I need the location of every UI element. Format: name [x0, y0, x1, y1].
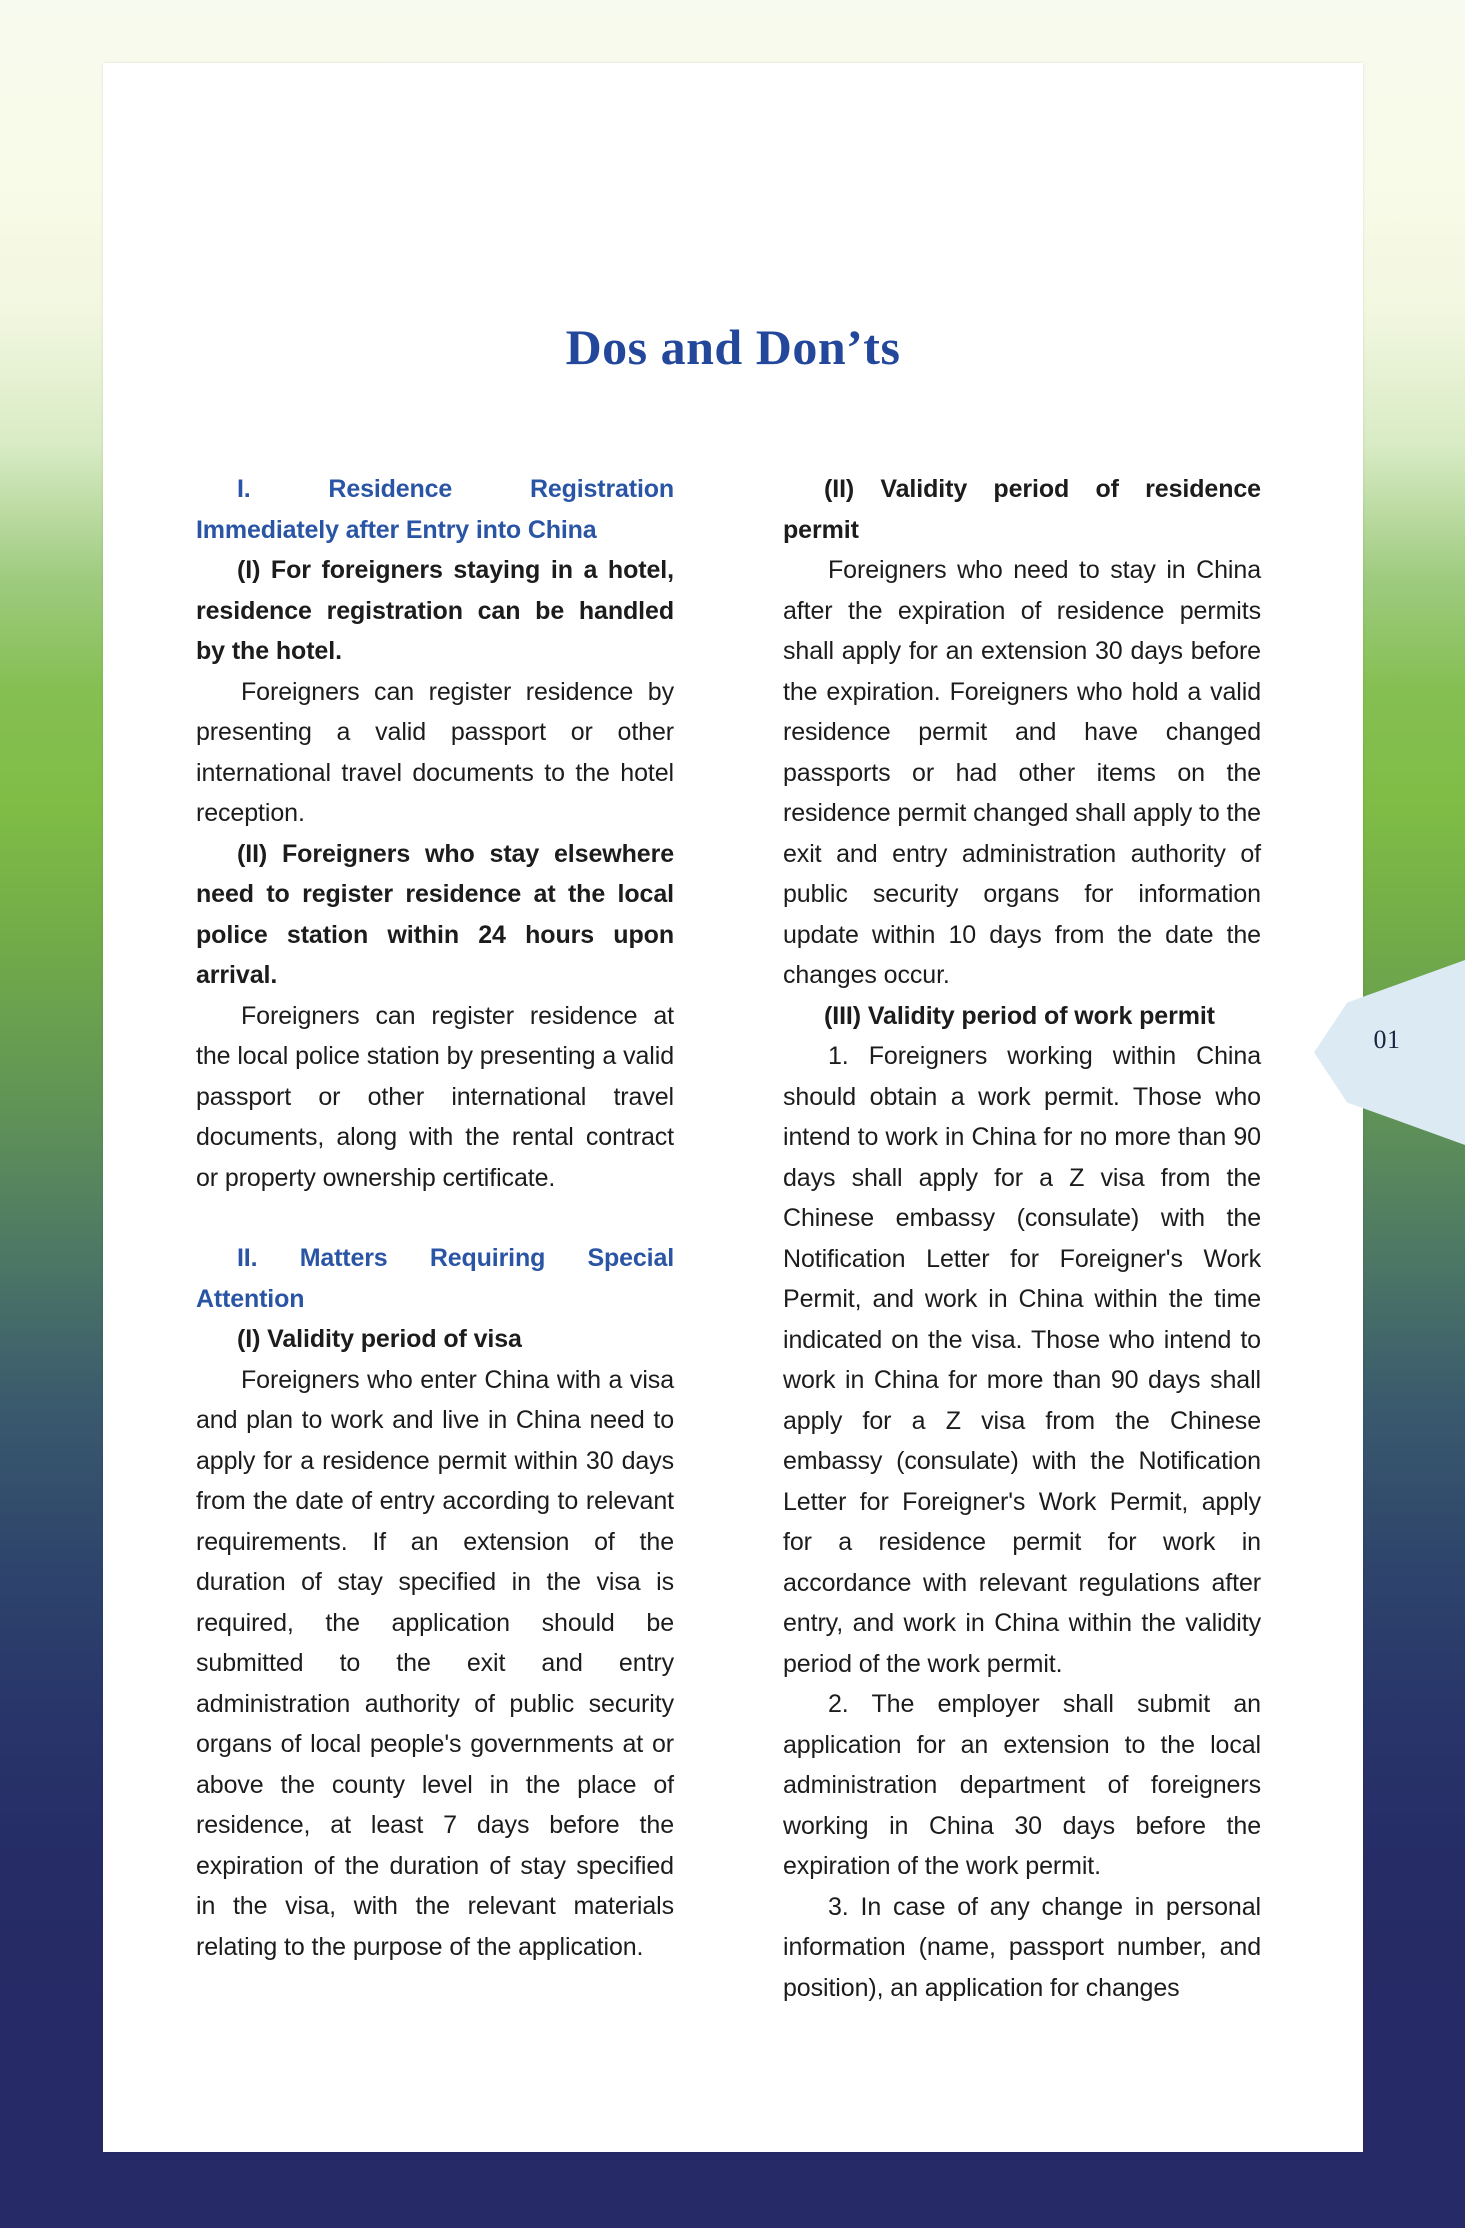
page-title: Dos and Don’ts — [565, 319, 901, 375]
right-sub-heading-1: (II) Validity period of residence permit — [783, 475, 1261, 544]
left-paragraph-3: Foreigners who enter China with a visa and plan to work and live in China need to apply for a residence permit within 30 days from the date of entry according to relevant requirements. If an extension of the duration of stay specified in the visa is required, the application should be submitted to the exit and entry administration authority of public security organs of local people's governments at or above the county level in the place of residence, at least 7 days before the expiration of the duration of stay specified in the visa, with the relevant materials relating to the purpose of the application. — [196, 1365, 674, 1961]
page-sheet — [103, 63, 1363, 2152]
right-column — [783, 469, 1261, 2008]
left-sub-heading-2: (II) Foreigners who stay elsewhere need to register residence at the local police station within 24 hours upon arrival. — [196, 839, 674, 989]
right-paragraph-4: 3. In case of any change in personal information (name, passport number, and position), an application for changes — [783, 1892, 1261, 2002]
left-sub-heading-1: (I) For foreigners staying in a hotel, residence registration can be handled by the hotel. — [196, 556, 674, 665]
left-column — [196, 469, 674, 2008]
right-paragraph-2: 1. Foreigners working within China should obtain a work permit. Those who intend to work in China for no more than 90 days shall apply for a Z visa from the Chinese embassy (consulate) with the Notification Letter for Foreigner's Work Permit, and work in China within the time indicated on the visa. Those who intend to work in China for more than 90 days shall apply for a Z visa from the Chinese embassy (consulate) with the Notification Letter for Foreigner's Work Permit, apply for a residence permit for work in accordance with relevant regulations after entry, and work in China within the validity period of the work permit. — [783, 1042, 1261, 1678]
right-sub-heading-2: (III) Validity period of work permit — [824, 1001, 1215, 1030]
right-paragraph-3: 2. The employer shall submit an application for an extension to the local administration department of foreigners working in China 30 days before the expiration of the work permit. — [783, 1690, 1261, 1880]
page-number: 01 — [1373, 1025, 1401, 1054]
left-paragraph-2: Foreigners can register residence at the local police station by presenting a valid passport or other international travel documents, along with the rental contract or property ownership certificate. — [196, 1001, 674, 1192]
left-paragraph-1: Foreigners can register residence by presenting a valid passport or other international travel documents to the hotel reception. — [196, 677, 674, 827]
left-section-heading-1: I. Residence Registration Immediately after Entry into China — [196, 475, 674, 544]
left-section-heading-2: II. Matters Requiring Special Attention — [196, 1244, 674, 1313]
two-column-layout — [196, 469, 1261, 2008]
left-sub-heading-3: (I) Validity period of visa — [237, 1325, 522, 1353]
right-paragraph-1: Foreigners who need to stay in China after the expiration of residence permits shall apply for an extension 30 days before the expiration. Foreigners who hold a valid residence permit and have changed passports or had other items on the residence permit changed shall apply to the exit and entry administration authority of public security organs for information update within 10 days from the date the changes occur. — [783, 556, 1261, 989]
section-spacer — [196, 1198, 674, 1238]
